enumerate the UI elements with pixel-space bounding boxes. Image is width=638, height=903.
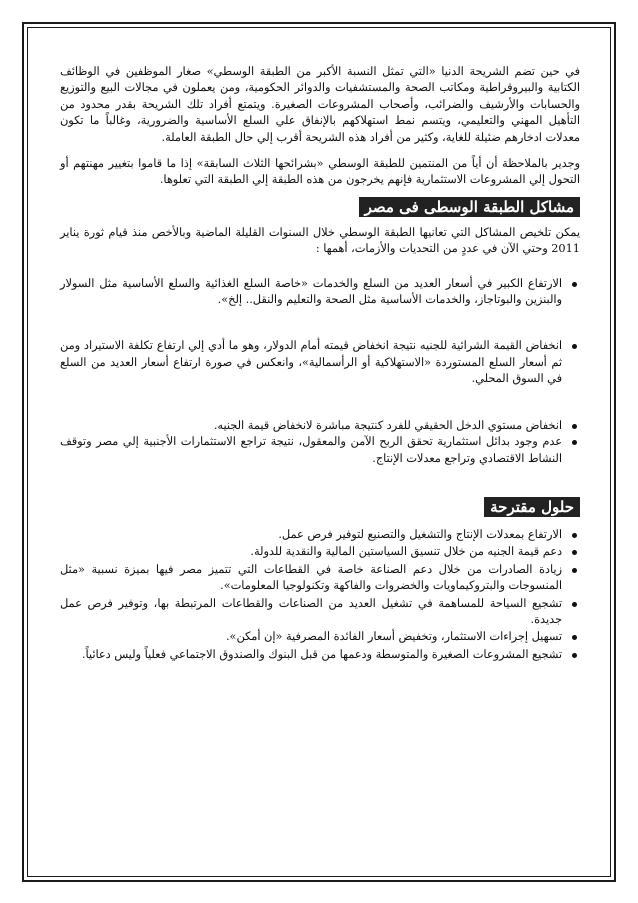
list-item: الارتفاع الكبير في أسعار العديد من السلع والخدمات «خاصة السلع الغذائية والسلع الأساسية مثل السولار والبنزين والبوتاجاز، والخدمات الأساسية مثل الصحة والتعليم والنقل.. إلخ».: [60, 276, 580, 309]
list-item: زيادة الصادرات من خلال دعم الصناعة خاصة في القطاعات التي تتميز مصر فيها بميزة نسبية «مثل المنسوجات والبتروكيماويات والخضروات والفاكهة وتكنولوجيا المعلومات».: [60, 562, 580, 595]
list-item: انخفاض القيمة الشرائية للجنيه نتيجة انخفاض قيمته أمام الدولار، وهو ما أدي إلي ارتفاع تكلفة الاستيراد ومن ثم أسعار السلع المستوردة «الاستهلاكية أو الرأسمالية»، وانعكس في صورة ارتفاع أسعار العديد من السلع في السوق المحلي.: [60, 338, 580, 387]
list-item: انخفاض مستوي الدخل الحقيقي للفرد كنتيجة مباشرة لانخفاض قيمة الجنيه.: [60, 418, 580, 434]
list-item: الارتفاع بمعدلات الإنتاج والتشغيل والتصنيع لتوفير فرص عمل.: [60, 527, 580, 543]
solutions-list: [60, 527, 580, 663]
list-item: تشجيع المشروعات الصغيرة والمتوسطة ودعمها من قبل البنوك والصندوق الاجتماعي فعلياً وليس دعائياً.: [60, 647, 580, 663]
problems-heading-row: [60, 197, 580, 217]
list-item: دعم قيمة الجنيه من خلال تنسيق السياستين المالية والنقدية للدولة.: [60, 544, 580, 560]
document-body: [60, 64, 580, 664]
note-paragraph: وجدير بالملاحظة أن أياً من المنتمين للطبقة الوسطي «بشرائحها الثلاث السابقة» إذا ما قاموا بتغيير مهنتهم أو التحول إلي المشروعات الاستثمارية فإنهم يخرجون من هذه الطبقة إلي الطبقة التي تعلوها.: [60, 157, 580, 187]
solutions-heading-row: [60, 497, 580, 517]
problems-heading: مشاكل الطبقة الوسطى فى مصر: [359, 197, 580, 217]
list-item: تشجيع السياحة للمساهمة في تشغيل العديد من الصناعات والقطاعات المرتبطة بها، وتوفير فرص عمل جديدة.: [60, 596, 580, 629]
list-item: تسهيل إجراءات الاستثمار، وتخفيض أسعار الفائدة المصرفية «إن أمكن».: [60, 629, 580, 645]
intro-paragraph: في حين تضم الشريحة الدنيا «التي تمثل النسبة الأكبر من الطبقة الوسطي» صغار الموظفين في الوظائف الكتابية والبيروقراطية ومكاتب الصحة والمستشفيات والدوائر الحكومية، ومن يعملون في مجالات البيع والتوزيع والحسابات والأرشيف والضرائب، وأصحاب المشروعات الصغيرة. ويتمتع أفراد تلك الشريحة بقدر محدود من التأهيل المهني والتعليمي، ويتسم نمط استهلاكهم بالإنفاق علي السلع الأساسية والضرورية، وغالباً ما تكون معدلات ادخارهم ضئيلة للغاية، وكثير من أفراد هذه الشريحة أقرب إلي حال الطبقة العاملة.: [60, 65, 580, 144]
problems-lead: يمكن تلخيص المشاكل التي تعانيها الطبقة الوسطي خلال السنوات القليلة الماضية وبالأخص منذ قيام ثورة يناير 2011 وحتي الآن في عددٍ من التحديات والأزمات، أهمها :: [60, 225, 580, 256]
problems-list: [60, 276, 580, 467]
list-item: عدم وجود بدائل استثمارية تحقق الربح الآمن والمعقول، نتيجة تراجع الاستثمارات الأجنبية إلي مصر وتوقف النشاط الاقتصادي وتراجع معدلات الإنتاج.: [60, 434, 580, 467]
solutions-heading: حلول مقترحة: [484, 497, 580, 517]
